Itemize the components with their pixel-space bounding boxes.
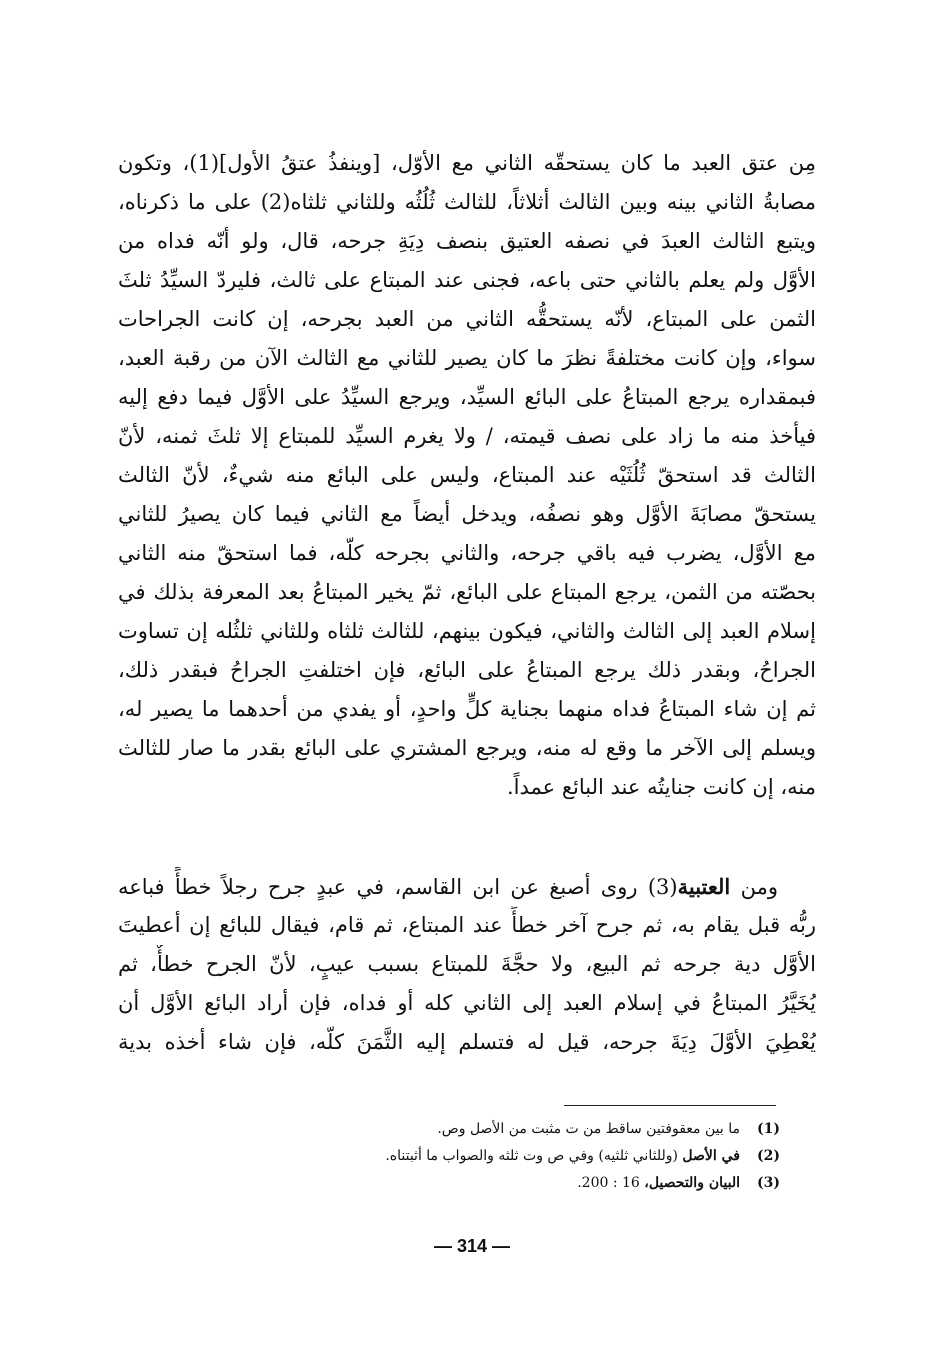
text-line: يُعْطِيَ الأوَّلَ دِيَةَ جرحه، قيل له فتسلم إليه الثَّمَنَ كلّه، فإن شاء أخذه بدية [118, 1030, 816, 1054]
footnote-source: البيان والتحصيل، [644, 1175, 740, 1191]
text-line: الأوَّل ولم يعلم بالثاني حتى باعه، فجنى عند المبتاع على ثالث، فليردّ السيِّدُ ثلثَ [118, 268, 816, 292]
text-line: إسلام العبد إلى الثالث والثاني، فيكون بينهم، للثالث ثلثاه وللثاني ثلثُله إن تساوت [118, 619, 816, 643]
text-line: مِن عتق العبد ما كان يستحقّه الثاني مع الأوّل، [وينفذُ عتقُ الأول](1)، وتكون [118, 151, 816, 175]
text-line: فيأخذ منه ما زاد على نصف قيمته، / ولا يغرم السيِّد للمبتاع إلا ثلثَ ثمنه، لأنّ [118, 424, 816, 448]
footnote-text: 16 : 200. [577, 1175, 645, 1191]
source-name: العتبية [677, 874, 731, 899]
text-line: يُخَيَّرُ المبتاعُ في إسلام العبد إلى الثاني كله أو فداه، فإن أراد البائع الأوَّل أن [118, 991, 816, 1015]
footnote-number: (2) [757, 1148, 780, 1164]
text-line: ويسلم إلى الآخر ما وقع له منه، ويرجع المشتري على البائع بقدر ما صار للثالث [118, 736, 816, 760]
text-line: ثم إن شاء المبتاعُ فداه منهما بجناية كلٍّ واحدٍ، أو يفدي من أحدهما ما يصير له، [118, 697, 816, 721]
text-line: يستحقّ مصابَةَ الأوَّل وهو نصفُه، ويدخل أيضاً مع الثاني فيما كان يصيرُ للثاني [118, 502, 816, 526]
text-line: الجراحُ، وبقدر ذلك يرجع المبتاعُ على البائع، فإن اختلفتِ الجراحُ فبقدر ذلك، [118, 658, 816, 682]
paragraph-2 [118, 867, 816, 1062]
text-line: سواء، وإن كانت مختلفةً نظرَ ما كان يصير للثاني مع الثالث الآن من رقبة العبد، [118, 346, 816, 370]
text-line: الأوَّل دية جرحه ثم البيع، ولا حجَّةَ للمبتاع بسبب عيبٍ، لأنّ الجرح خطأٌ، ثم [118, 952, 816, 976]
text-line: ربُّه قبل يقام به، ثم جرح آخر خطأً عند المبتاع، ثم قام، فيقال للبائع إن أعطيتَ [118, 913, 816, 937]
text-line-first [118, 867, 816, 906]
footnote-number: (1) [757, 1121, 780, 1137]
page-number: — 314 — [433, 1236, 511, 1256]
lead-word: ومن [740, 875, 778, 899]
footnote [150, 1170, 780, 1197]
footnote [150, 1116, 780, 1143]
text-line: الثمن على المبتاع، لأنّه يستحقُّه الثاني من العبد بجرحه، إن كانت الجراحات [118, 307, 816, 331]
text-line: بحصّته من الثمن، يرجع المبتاع على البائع، ثمّ يخير المبتاعُ بعد المعرفة بذلك في [118, 580, 816, 604]
text-line: فبمقداره يرجع المبتاعُ على البائع السيِّد، ويرجع السيِّدُ على الأوَّل فيما دفع إليه [118, 385, 816, 409]
first-line-rest: (3) روى أصبغ عن ابن القاسم، في عبدٍ جرح رجلاً خطأً فباعه [118, 875, 678, 899]
footnote-text: ما بين معقوفتين ساقط من ت مثبت من الأصل وص. [437, 1121, 740, 1137]
text-line: الثالث قد استحقّ ثُلُثَيْه عند المبتاع، وليس على البائع منه شيءٌ، لأنّ الثالث [118, 463, 816, 487]
footnote-source: في الأصل [682, 1148, 740, 1164]
text-line: منه، إن كانت جنايتُه عند البائع عمداً. [506, 775, 816, 799]
text-line: مصابةُ الثاني بينه وبين الثالث أثلاثاً، للثالث ثُلُثُه وللثاني ثلثاه(2) على ما ذكرناه، [118, 190, 816, 214]
text-line: مع الأوَّل، يضرب فيه باقي جرحه، والثاني بجرحه كلّه، فما استحقّ منه الثاني [118, 541, 816, 565]
footnote-number: (3) [757, 1175, 780, 1191]
footnote [150, 1143, 780, 1170]
paragraph-1 [118, 144, 816, 807]
footnotes [150, 1116, 780, 1197]
text-line: ويتبع الثالث العبدَ في نصفه العتيق بنصف دِيَةِ جرحه، قال، ولو أنّه فداه من [118, 229, 816, 253]
footnote-text: (وللثاني ثلثيه) وفي ص وت ثلثه والصواب ما أثبتناه. [385, 1148, 683, 1164]
footnote-separator [564, 1105, 776, 1106]
